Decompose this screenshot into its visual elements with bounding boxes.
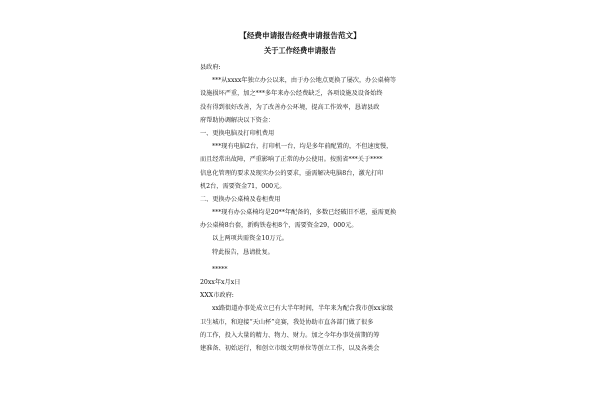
document-title: 【经费申请报告经费申请报告范文】 bbox=[239, 31, 361, 40]
paragraph-line: 没有得到很好改善，为了改善办公环境，提高工作效率，恳请县政 bbox=[200, 103, 380, 111]
paragraph-line: 设施损坏严重，加之***多年来办公经费缺乏，各项设施及设备始终 bbox=[200, 90, 383, 98]
section-heading-2: 二、更换办公桌椅及卷柜费用 bbox=[200, 195, 281, 203]
closing-line: 特此报告，恳请批复。 bbox=[212, 248, 274, 256]
paragraph-line: 府帮助协调解决以下资金： bbox=[200, 116, 275, 124]
paragraph-line: 建准备、初始运行，和创立市级文明单位等创立工作，以及各类会 bbox=[200, 344, 380, 352]
paragraph-line: 而且经常出故障，严重影响了正常的办公使用。按照省***关于**** bbox=[200, 156, 383, 164]
document-subtitle: 关于工作经费申请报告 bbox=[264, 46, 336, 55]
paragraph-line: 的工作，投入大量的精力、物力、财力。加之今年办事处前期的筹 bbox=[200, 331, 380, 339]
salutation-1: 县政府: bbox=[200, 64, 221, 71]
document-body bbox=[200, 30, 400, 355]
paragraph-line: 卫生城市，和迎接“天山杯”竞赛，我处协助市直各部门做了很多 bbox=[200, 318, 374, 326]
paragraph-line: ***从xxxx年独立办公以来，由于办公地点更换了屡次，办公桌椅等 bbox=[212, 77, 397, 85]
paragraph-line: 机2台，需要资金71，000元。 bbox=[200, 182, 286, 190]
paragraph-line: ***现有办公桌椅均是20**年配备的，多数已经破旧不堪，亟需更换 bbox=[212, 209, 397, 217]
total-line: 以上两项共需资金10万元。 bbox=[212, 235, 288, 243]
paragraph-line: ***现有电脑2台，打印机一台，均是多年前配置的，不但速度慢， bbox=[212, 143, 393, 151]
paragraph-line: xx路街道办事处成立已有大半年时间，半年来为配合我市创xx家级 bbox=[212, 305, 394, 313]
section-heading-1: 一、更换电脑及打印机费用 bbox=[200, 129, 275, 137]
sender-line: ***** bbox=[212, 265, 228, 273]
paragraph-line: 办公桌椅8台套，新购铁卷柜8个，需要资金29，000元。 bbox=[200, 222, 358, 230]
date-line: 20xx年x月x日 bbox=[200, 279, 241, 286]
salutation-2: XXX市政府: bbox=[200, 292, 234, 300]
paragraph-line: 信息化管理的要求及现实办公的要求，亟需解决电脑8台，激光打印 bbox=[200, 169, 384, 177]
